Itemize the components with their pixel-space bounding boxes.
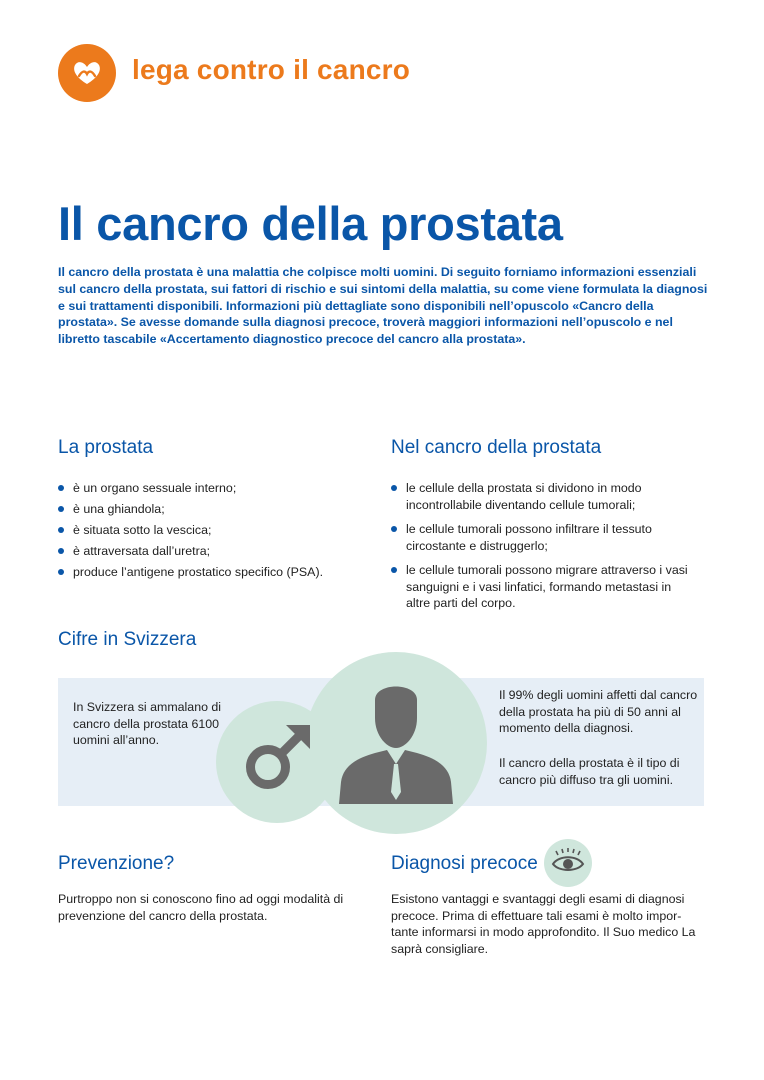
list-item: è una ghiandola; — [58, 501, 368, 518]
list-item: è situata sotto la vescica; — [58, 522, 368, 539]
list-item: produce l’antigene prostatico specifico (PSA). — [58, 564, 368, 581]
stat-age: Il 99% degli uomini affetti dal cancro della prostata ha più di 50 anni al momento della diagnosi. — [499, 688, 698, 735]
prevenzione-heading: Prevenzione? — [58, 853, 175, 874]
prevenzione-text: Purtroppo non si conoscono fino ad oggi modalità di prevenzione del cancro della prostata. — [58, 892, 344, 923]
eye-circle — [544, 839, 592, 887]
stat-incidence: In Svizzera si ammalano di cancro della prostata 6100 uomini all’anno. — [73, 700, 222, 747]
prostata-list — [58, 480, 368, 585]
diagnosi-text: Esistono vantaggi e svantaggi degli esami di diagnosi precoce. Prima di effettuare tali esami è molto importante informarsi in modo approfondito. Il Suo medico La saprà consigliare. — [391, 892, 696, 956]
prostata-heading: La prostata — [58, 437, 154, 458]
stat-most-common: Il cancro della prostata è il tipo di cancro più diffuso tra gli uomini. — [499, 756, 680, 787]
eye-icon — [544, 839, 592, 887]
cancro-heading: Nel cancro della prostata — [391, 437, 602, 458]
cancro-list — [391, 480, 691, 620]
logo-emblem — [58, 44, 116, 102]
list-item: le cellule tumorali possono migrare attraverso i vasi sanguigni e i vasi linfatici, formando metastasi in altre parti del corpo. — [391, 562, 691, 612]
list-item: è un organo sessuale interno; — [58, 480, 368, 497]
list-item: è attraversata dall’uretra; — [58, 543, 368, 560]
heart-hands-logo-icon — [58, 44, 116, 102]
intro-paragraph: Il cancro della prostata è una malattia che colpisce molti uomini. Di seguito forniamo informazioni essenziali sul cancro della prostata, sui fattori di rischio e sui sintomi della malattia, su come viene formulata la diagnosi e sui trattamenti disponibili. Informazioni più dettagliate sono disponibili nell’opuscolo «Cancro della prostata». Se avesse domande sulla diagnosi precoce, troverà maggiori informazioni nell’opuscolo e nel libretto tascabile «Accertamento diagnostico precoce del cancro alla prostata». — [58, 265, 708, 347]
page-title: Il cancro della prostata — [58, 197, 563, 250]
list-item: le cellule tumorali possono infiltrare il tessuto circostante e distruggerlo; — [391, 521, 691, 554]
diagnosi-heading: Diagnosi precoce — [391, 853, 538, 874]
list-item: le cellule della prostata si dividono in modo incontrollabile diventando cellule tumorali; — [391, 480, 691, 513]
cifre-heading: Cifre in Svizzera — [58, 629, 197, 650]
logo-text: lega contro il cancro — [132, 54, 411, 85]
